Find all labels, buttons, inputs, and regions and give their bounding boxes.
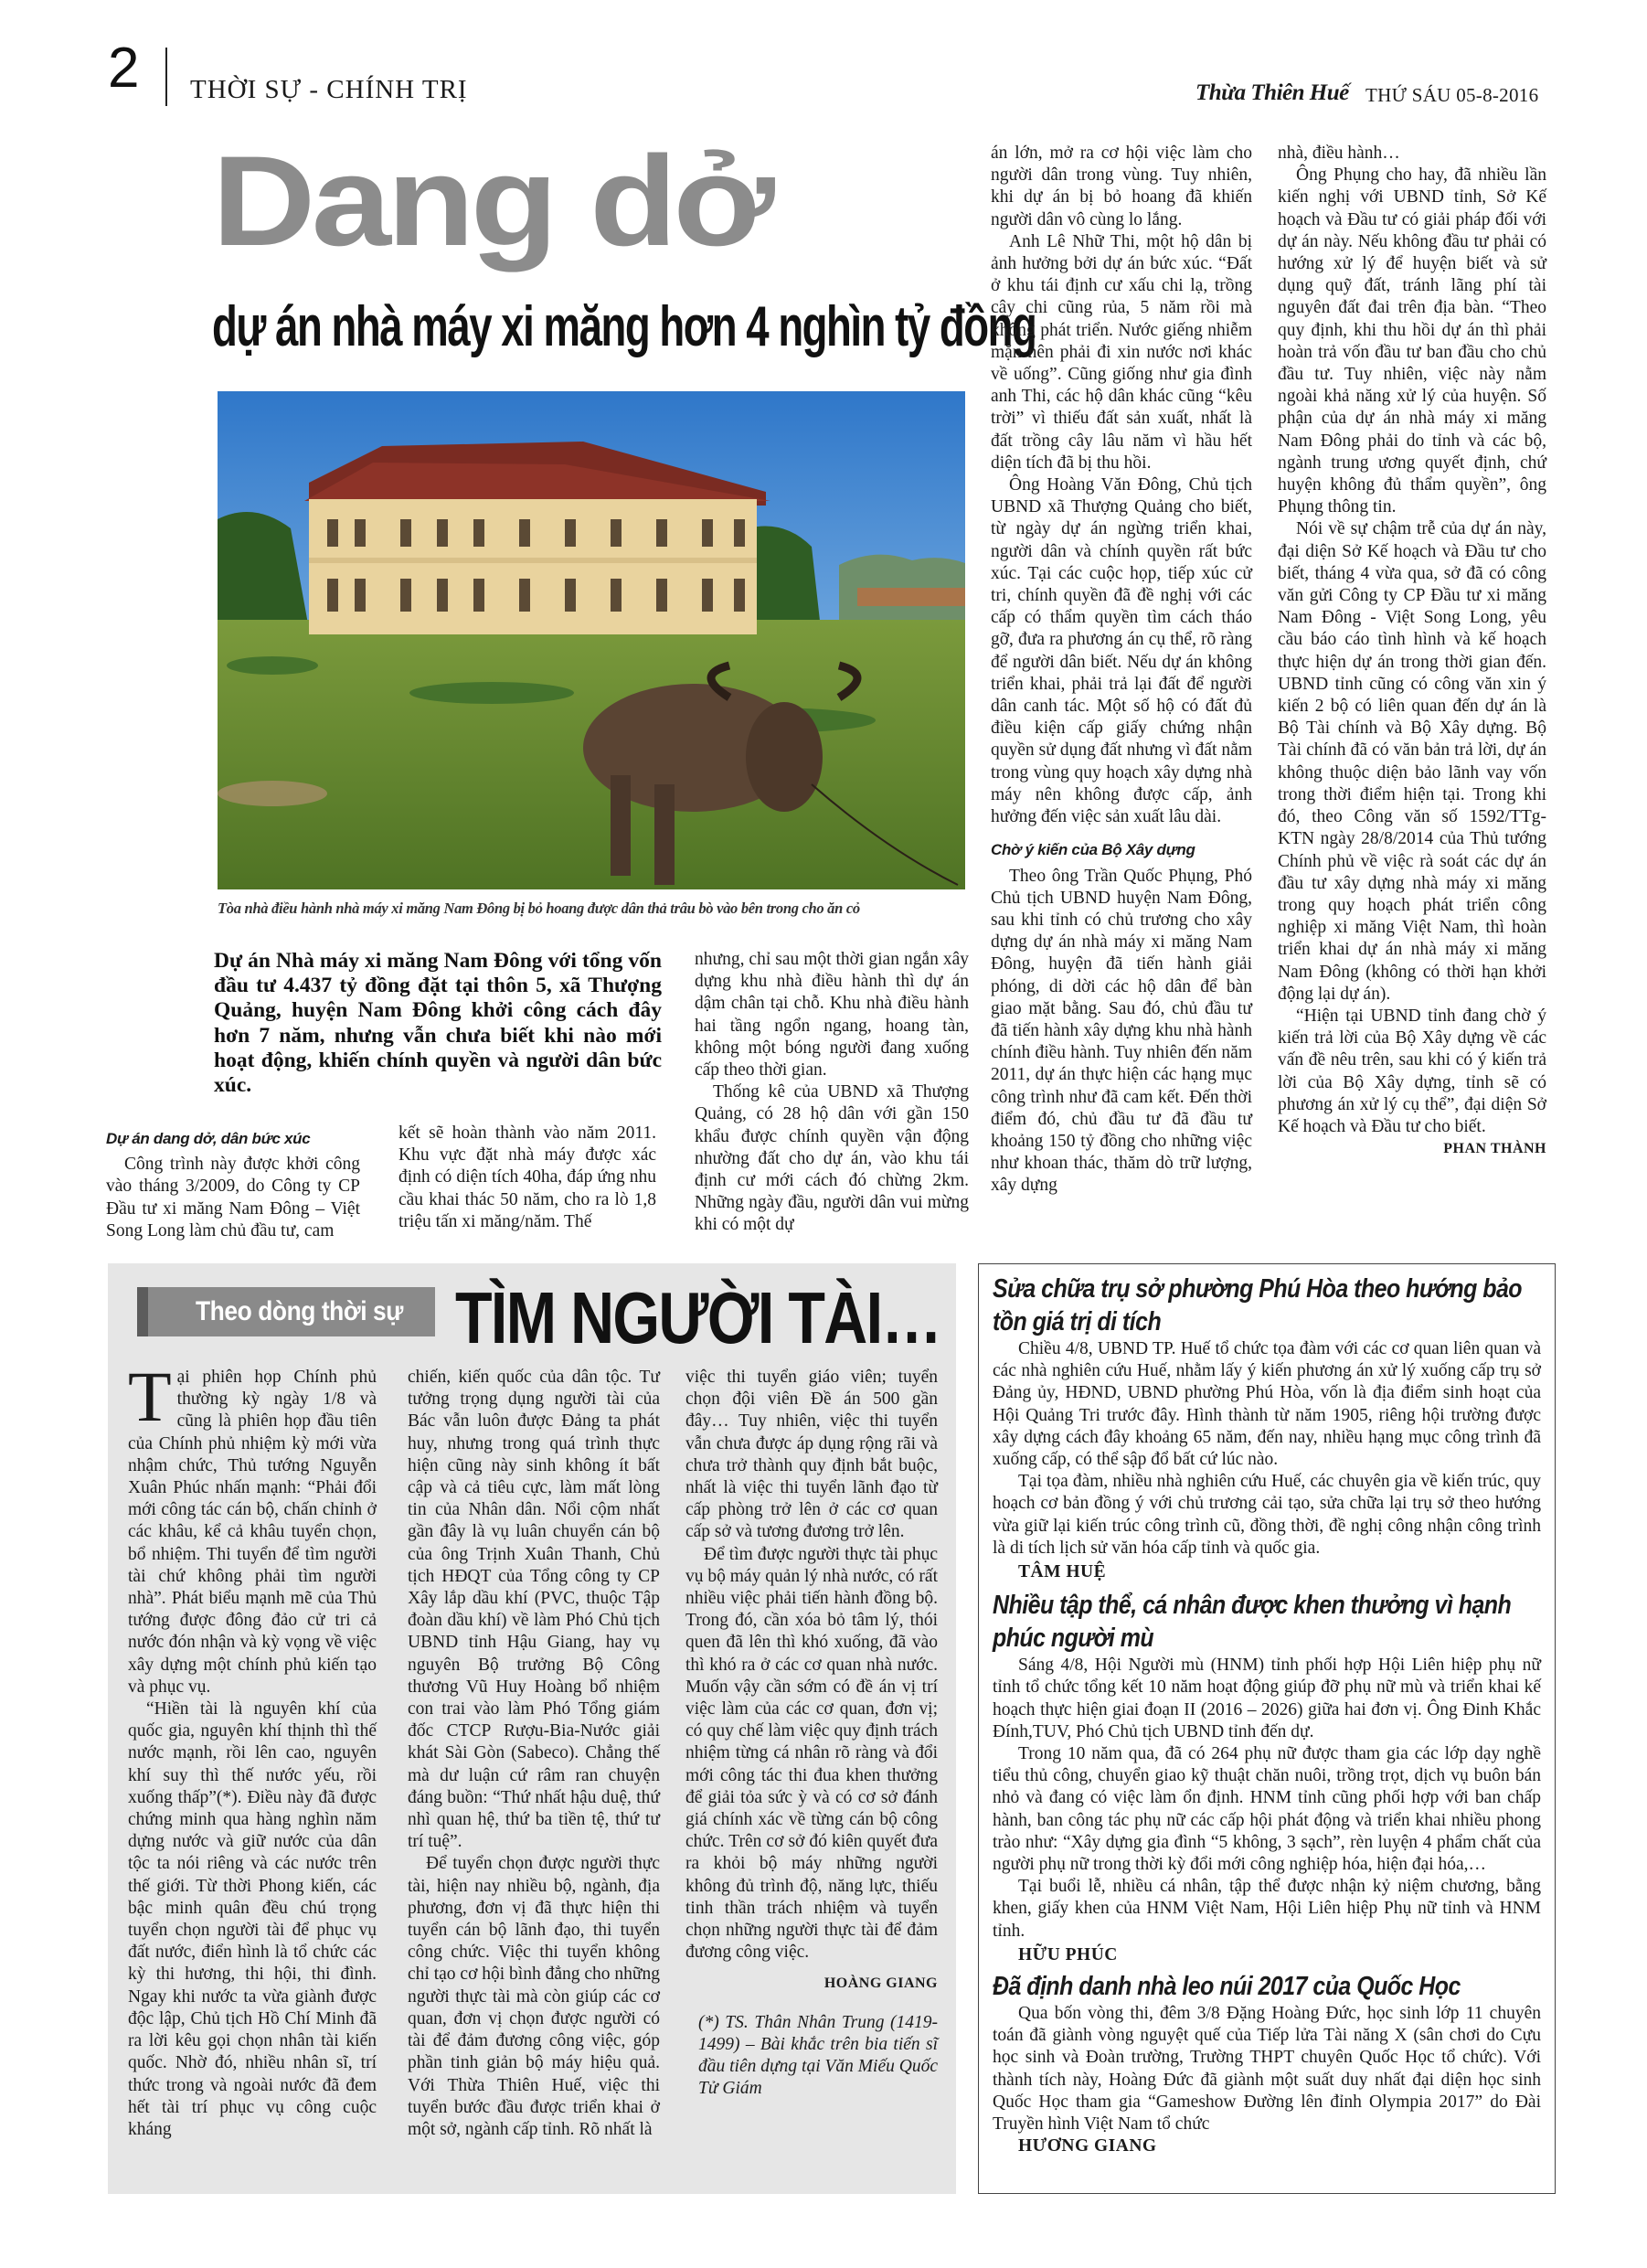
paragraph: Để tuyển chọn được người thực tài, hiện nay nhiều bộ, ngành, địa phương, đơn vị đã thực hiện thi tuyển cán bộ lãnh đạo, thi tuyển công chức. Việc thi tuyển không chỉ tạo cơ hội bình đẳng cho những người thực tài mà còn giúp các cơ quan, đơn vị chọn được người có tài để đảm đương công việc, góp phần tinh giản bộ máy hiệu quả. Với Thừa Thiên Huế, việc thi tuyển bước đầu được triển khai ở một sở, ngành cấp tỉnh. Rõ nhất là: [408, 1854, 660, 2139]
briefs-column: [993, 1272, 1541, 2158]
paragraph: Anh Lê Nhữ Thi, một hộ dân bị ảnh hưởng bởi dự án bức xúc. “Đất ở khu tái định cư xấu chi lạ, trồng cây chi cũng rủa, 5 năm rồi mà không phát triển. Nước giếng nhiễm mặn nên phải đi xin nước nơi khác về uống”. Cũng giống như gia đình anh Thi, các hộ dân khác cũng “kêu trời” vì thiếu đất sản xuất, nhất là đất trồng cây lâu năm vì hầu hết diện tích đã bị thu hồi.: [991, 231, 1252, 473]
paragraph: Ông Hoàng Văn Đông, Chủ tịch UBND xã Thượng Quảng cho biết, từ ngày dự án ngừng triển khai, người dân và chính quyền rất bức xúc. Tại các cuộc họp, tiếp xúc cử tri, chính quyền đã đề nghị với các cấp có thẩm quyền tìm cách tháo gỡ, đưa ra phương án cụ thể, rõ ràng để người dân biết. Nếu dự án không triển khai, phải trả lại đất để người dân canh tác. Một số hộ có đất đủ điều kiện cấp giấy chứng nhận quyền sử dụng đất nhưng vì đất nằm trong vùng quy hoạch xây dựng nhà máy nên không được cấp, ảnh hưởng đến việc sản xuất lâu dài.: [991, 475, 1252, 827]
paragraph: “Hiện tại UBND tỉnh đang chờ ý kiến trả lời của Bộ Xây dựng về các vấn đề nêu trên, sau khi có ý kiến trả lời của Bộ Xây dựng, tỉnh sẽ có phương án xử lý cụ thể”, đại diện Sở Kế hoạch và Đầu tư cho biết.: [1278, 1006, 1546, 1136]
article-column-1: [106, 1123, 360, 1242]
paragraph: Công trình này được khởi công vào tháng 3/2009, do Công ty CP Đầu tư xi măng Nam Đông – Việt Song Long làm chủ đầu tư, cam: [106, 1155, 360, 1240]
paragraph: “Hiền tài là nguyên khí của quốc gia, nguyên khí thịnh thì thế nước mạnh, rồi lên cao, nguyên khí suy thì thế nước yếu, rồi xuống thấp”(*). Điều này đã được chứng minh qua hàng nghìn năm dựng nước và giữ nước của dân tộc ta nói riêng và các nước trên thế giới. Từ thời Phong kiến, các bậc minh quân đều chú trọng tuyển chọn người tài để phục vụ đất nước, điển hình là tổ chức các kỳ thi hương, thi hội, thi đình. Ngay khi nước ta vừa giành được độc lập, Chủ tịch Hồ Chí Minh đã ra lời kêu gọi chọn nhân tài kiến quốc. Nhờ đó, nhiều nhân sĩ, trí thức trong và ngoài nước đã đem hết tài trí phục vụ công cuộc kháng: [128, 1699, 377, 2139]
paragraph: Để tìm được người thực tài phục vụ bộ máy quản lý nhà nước, có rất nhiều việc phải tiến hành đồng bộ. Trong đó, cần xóa bỏ tâm lý, thói quen đã lên thì khó xuống, đã vào thì khó ra ở các cơ quan nhà nước. Muốn vậy cần sớm có đề án vị trí việc làm của các cơ quan, đơn vị; có quy chế làm việc quy định trách nhiệm từng cá nhân rõ ràng và đổi mới công tác thi đua khen thưởng để giải tỏa sức ỳ và có cơ sở đánh giá chính xác về từng cán bộ công chức. Trên cơ sở đó kiên quyết đưa ra khỏi bộ máy những người không đủ trình độ, năng lực, thiếu tinh thần trách nhiệm và tuyển chọn những người thực tài để đảm đương công việc.: [685, 1544, 938, 1963]
section-label: THỜI SỰ - CHÍNH TRỊ: [190, 75, 468, 104]
byline: HƯƠNG GIANG: [1018, 2136, 1157, 2156]
byline: HỮU PHÚC: [1018, 1944, 1118, 1965]
paragraph: Tại buổi lễ, nhiều cá nhân, tập thể được nhận kỷ niệm chương, bằng khen, giấy khen của HNM Việt Nam, Hội Liên hiệp Phụ nữ tỉnh và HNM tỉnh.: [993, 1877, 1541, 1941]
byline: PHAN THÀNH: [1443, 1141, 1546, 1157]
opinion-column-1: [128, 1357, 377, 2141]
subheading: Dự án dang dở, dân bức xúc: [106, 1130, 311, 1147]
footnote: (*) TS. Thân Nhân Trung (1419-1499) – Bài khắc trên bia tiến sĩ đầu tiên dựng tại Văn Miếu Quốc Tử Giám: [698, 2012, 938, 2099]
article-column-5: [1278, 143, 1546, 1160]
paragraph: án lớn, mở ra cơ hội việc làm cho người dân trong vùng. Tuy nhiên, khi dự án bị bỏ hoang đã khiến người dân vô cùng lo lắng.: [991, 144, 1252, 229]
opinion-column-3: [685, 1367, 938, 2101]
photo-caption: Tòa nhà điều hành nhà máy xi măng Nam Đông bị bỏ hoang được dân thả trâu bò vào bên trong cho ăn cỏ: [218, 900, 860, 917]
paragraph: ại phiên họp Chính phủ thường kỳ ngày 1/8 và cũng là phiên họp đầu tiên của Chính phủ nhiệm kỳ mới vừa nhậm chức, Thủ tướng Nguyễn Xuân Phúc nhấn mạnh: “Phải đổi mới công tác cán bộ, chấn chỉnh ở các khâu, kể cả khâu tuyển chọn, bổ nhiệm. Thi tuyển để tìm người tài chứ không phải tìm người nhà”. Phát biểu mạnh mẽ của Thủ tướng được đông đảo cử tri cả nước đón nhận và kỳ vọng về việc xây dựng một chính phủ kiến tạo và phục vụ.: [128, 1368, 377, 1697]
opinion-title: TÌM NGƯỜI TÀI…: [455, 1277, 941, 1358]
paragraph: Nói về sự chậm trễ của dự án này, đại diện Sở Kế hoạch và Đầu tư cho biết, tháng 4 vừa qua, sở đã có công văn gửi Công ty CP Đầu tư xi măng Nam Đông - Việt Song Long, yêu cầu báo cáo tình hình và kế hoạch thực hiện dự án trong thời gian đến. UBND tỉnh cũng có công văn xin ý kiến 2 bộ có liên quan đến dự án là Bộ Tài chính và Bộ Xây dựng. Bộ Tài chính đã có văn bản trả lời, dự án không thuộc diện bảo lãnh vay vốn trong thời điểm hiện tại. Trong khi đó, theo Công văn số 1592/TTg-KTN ngày 28/8/2014 của Thủ tướng Chính phủ về việc rà soát các dự án đầu tư xây dựng nhà máy xi măng trong quy hoạch phát triển công nghiệp xi măng Việt Nam, thì hoàn triển khai dự án nhà máy xi măng Nam Đông (không có thời hạn khởi động lại dự án).: [1278, 519, 1546, 1004]
brief-title: Nhiều tập thể, cá nhân được khen thưởng vì hạnh phúc người mù: [993, 1591, 1512, 1654]
opinion-column-2: [408, 1367, 660, 2141]
drop-cap: T: [128, 1357, 172, 1436]
paragraph: Tại tọa đàm, nhiều nhà nghiên cứu Huế, các chuyên gia về kiến trúc, quy hoạch cơ bản đồng ý với chủ trương cải tạo, sửa chữa lại trụ sở theo hướng vừa giữ lại kiến trúc công trình cũ, đồng thời, đề nghị công nhận công trình là di tích lịch sử văn hóa cấp tỉnh và quốc gia.: [993, 1472, 1541, 1558]
paragraph: Trong 10 năm qua, đã có 264 phụ nữ được tham gia các lớp dạy nghề tiểu thủ công, chuyển giao kỹ thuật chăn nuôi, trồng trọt, dịch vụ buôn bán nhỏ và đang có việc làm ổn định. HNM tỉnh cũng phối hợp với ban chấp hành, ban công tác phụ nữ các cấp hội phát động và triển khai nhiều phong trào như: “Xây dựng gia đình “5 không, 3 sạch”, rèn luyện 4 phẩm chất của người phụ nữ trong thời kỳ đổi mới công nghiệp hóa, hiện đại hóa,…: [993, 1744, 1541, 1875]
headline: dự án nhà máy xi măng hơn 4 nghìn tỷ đồng: [212, 295, 1036, 358]
subheading: Chờ ý kiến của Bộ Xây dựng: [991, 841, 1195, 859]
paragraph: nhà, điều hành…: [1278, 144, 1400, 163]
article-photo: [218, 391, 965, 889]
byline: HOÀNG GIANG: [824, 1975, 938, 1992]
paragraph: Qua bốn vòng thi, đêm 3/8 Đặng Hoàng Đức, học sinh lớp 11 chuyên toán đã giành vòng nguyệt quế của Tiếp lửa Tài năng X (sân chơi do Cựu học sinh và Đoàn trường, Trường THPT chuyên Quốc Học tổ chức). Với thành tích này, Hoàng Đức đã giành một suất duy nhất đại diện học sinh Quốc Học tham gia “Gameshow Đường lên đỉnh Olympia 2017” do Đài Truyền hình Việt Nam tổ chức: [993, 2004, 1541, 2135]
article-lead: Dự án Nhà máy xi măng Nam Đông với tổng vốn đầu tư 4.437 tỷ đồng đặt tại thôn 5, xã Thượng Quảng, huyện Nam Đông khởi công cách đây hơn 7 năm, nhưng vẫn chưa biết khi nào mới hoạt động, khiến chính quyền và người dân bức xúc.: [214, 949, 662, 1098]
page-number: 2: [108, 37, 140, 100]
paragraph: Sáng 4/8, Hội Người mù (HNM) tỉnh phối hợp Hội Liên hiệp phụ nữ tỉnh tổ chức tổng kết 10 năm hoạt động giúp đỡ phụ nữ mù và triển khai kế hoạch thực hiện giai đoạn II (2016 – 2026) giữa hai đơn vị. Ông Đinh Khắc Đính,TUV, Phó Chủ tịch UBND tỉnh đến dự.: [993, 1656, 1541, 1741]
paper-name: Thừa Thiên Huế: [1195, 80, 1349, 105]
paragraph: Chiều 4/8, UBND TP. Huế tổ chức tọa đàm với các cơ quan liên quan và các nhà nghiên cứu Huế, nhằm lấy ý kiến phương án xử lý xuống cấp trụ sở Đảng ủy, HĐND, UBND phường Phú Hòa, vốn là địa điểm sinh hoạt của Hội Quảng Tri trước đây. Hình thành từ năm 1905, riêng hội trường được xây dựng cách đây khoảng 65 năm, đến nay, nhiều hạng mục công trình đã xuống cấp, có thể sập đổ bất cứ lúc nào.: [993, 1339, 1541, 1470]
headline-kicker: Dang dở: [212, 129, 771, 272]
article-column-3: [695, 949, 969, 1237]
byline: TÂM HUỆ: [1018, 1562, 1107, 1582]
paragraph: kết sẽ hoàn thành vào năm 2011. Khu vực đặt nhà máy được xác định có diện tích 40ha, đáp ứng nhu cầu khai thác 50 năm, cho ra lò 1,8 triệu tấn xi măng/năm. Thế: [398, 1123, 656, 1231]
paragraph: chiến, kiến quốc của dân tộc. Tư tưởng trọng dụng người tài của Bác vẫn luôn được Đảng ta phát huy, nhưng trong quá trình thực hiện cũng này sinh không ít bất cập và cả tiêu cực, làm mất lòng tin của Nhân dân. Nổi cộm nhất gần đây là vụ luân chuyển cán bộ của ông Trịnh Xuân Thanh, Chủ tịch HĐQT của Tổng công ty CP Xây lắp dầu khí (PVC, thuộc Tập đoàn dầu khí) về làm Phó Chủ tịch UBND tỉnh Hậu Giang, hay vụ nguyên Bộ trưởng Bộ Công thương Vũ Huy Hoàng bổ nhiệm con trai vào làm Phó Tổng giám đốc CTCP Rượu-Bia-Nước giải khát Sài Gòn (Sabeco). Chẳng thế mà dư luận cứ râm ran chuyện đáng buồn: “Thứ nhất hậu duệ, thứ nhì quan hệ, thứ ba tiền tệ, thứ tư trí tuệ”.: [408, 1368, 660, 1852]
brief-3: [993, 1970, 1541, 2157]
brief-title: Sửa chữa trụ sở phường Phú Hòa theo hướng bảo tồn giá trị di tích: [993, 1274, 1523, 1336]
paragraph: nhưng, chỉ sau một thời gian ngắn xây dựng khu nhà điều hành thì dự án dậm chân tại chỗ. Khu nhà điều hành hai tầng ngổn ngang, hoang tàn, không một bóng người đang xuống cấp theo thời gian.: [695, 950, 969, 1081]
header-divider: [165, 48, 167, 106]
brief-2: [993, 1589, 1541, 1966]
issue-date: THỨ SÁU 05-8-2016: [1365, 84, 1539, 106]
article-column-2: [398, 1123, 656, 1233]
article-column-4: [991, 143, 1252, 1198]
brief-1: [993, 1272, 1541, 1583]
rubric-text: Theo dòng thời sự: [196, 1296, 403, 1326]
paragraph: Theo ông Trần Quốc Phụng, Phó Chủ tịch UBND huyện Nam Đông, sau khi tỉnh có chủ trương cho xây dựng dự án nhà máy xi măng Nam Đông, huyện đã tiến hành giải phóng, di dời các hộ dân để bàn giao mặt bằng. Sau đó, chủ đầu tư đã tiến hành xây dựng khu nhà hành chính điều hành. Tuy nhiên đến năm 2011, dự án thực hiện các hạng mục công trình như đã cam kết. Đến thời điểm đó, chủ đầu tư đã đầu tư khoảng 150 tỷ đồng cho những việc như khoan thác, thăm dò trữ lượng, xây dựng: [991, 866, 1252, 1196]
brief-title: Đã định danh nhà leo núi 2017 của Quốc Học: [993, 1972, 1461, 2002]
paragraph: Ông Phụng cho hay, đã nhiều lần kiến nghị với UBND tỉnh, Sở Kế hoạch và Đầu tư có giải pháp đối với dự án này. Nếu không đầu tư phải có hướng xử lý để huyện biết và sử dụng quỹ đất, tránh lãng phí tài nguyên đất đai trên địa bàn. “Theo quy định, khi thu hồi dự án thì phải hoàn trả vốn đầu tư ban đầu cho chủ đầu tư. Tuy nhiên, việc này nằm ngoài khả năng xử lý của huyện. Số phận của dự án nhà máy xi măng Nam Đông phải do tỉnh và các bộ, ngành trung ương quyết định, chứ huyện không đủ thẩm quyền”, ông Phụng thông tin.: [1278, 165, 1546, 517]
paragraph: việc thi tuyển giáo viên; tuyển chọn đội viên Đề án 500 gần đây… Tuy nhiên, việc thi tuyển vẫn chưa được áp dụng rộng rãi và chưa trở thành quy định bắt buộc, nhất là việc thi tuyển lãnh đạo từ cấp phòng trở lên ở các cơ quan cấp sở và tương đương trở lên.: [685, 1368, 938, 1542]
paragraph: Thống kê của UBND xã Thượng Quảng, có 28 hộ dân với gần 150 khẩu được chính quyền vận động nhường đất cho dự án, vào khu tái định cư mới cách đó chừng 2km. Những ngày đầu, người dân vui mừng khi có một dự: [695, 1082, 969, 1235]
